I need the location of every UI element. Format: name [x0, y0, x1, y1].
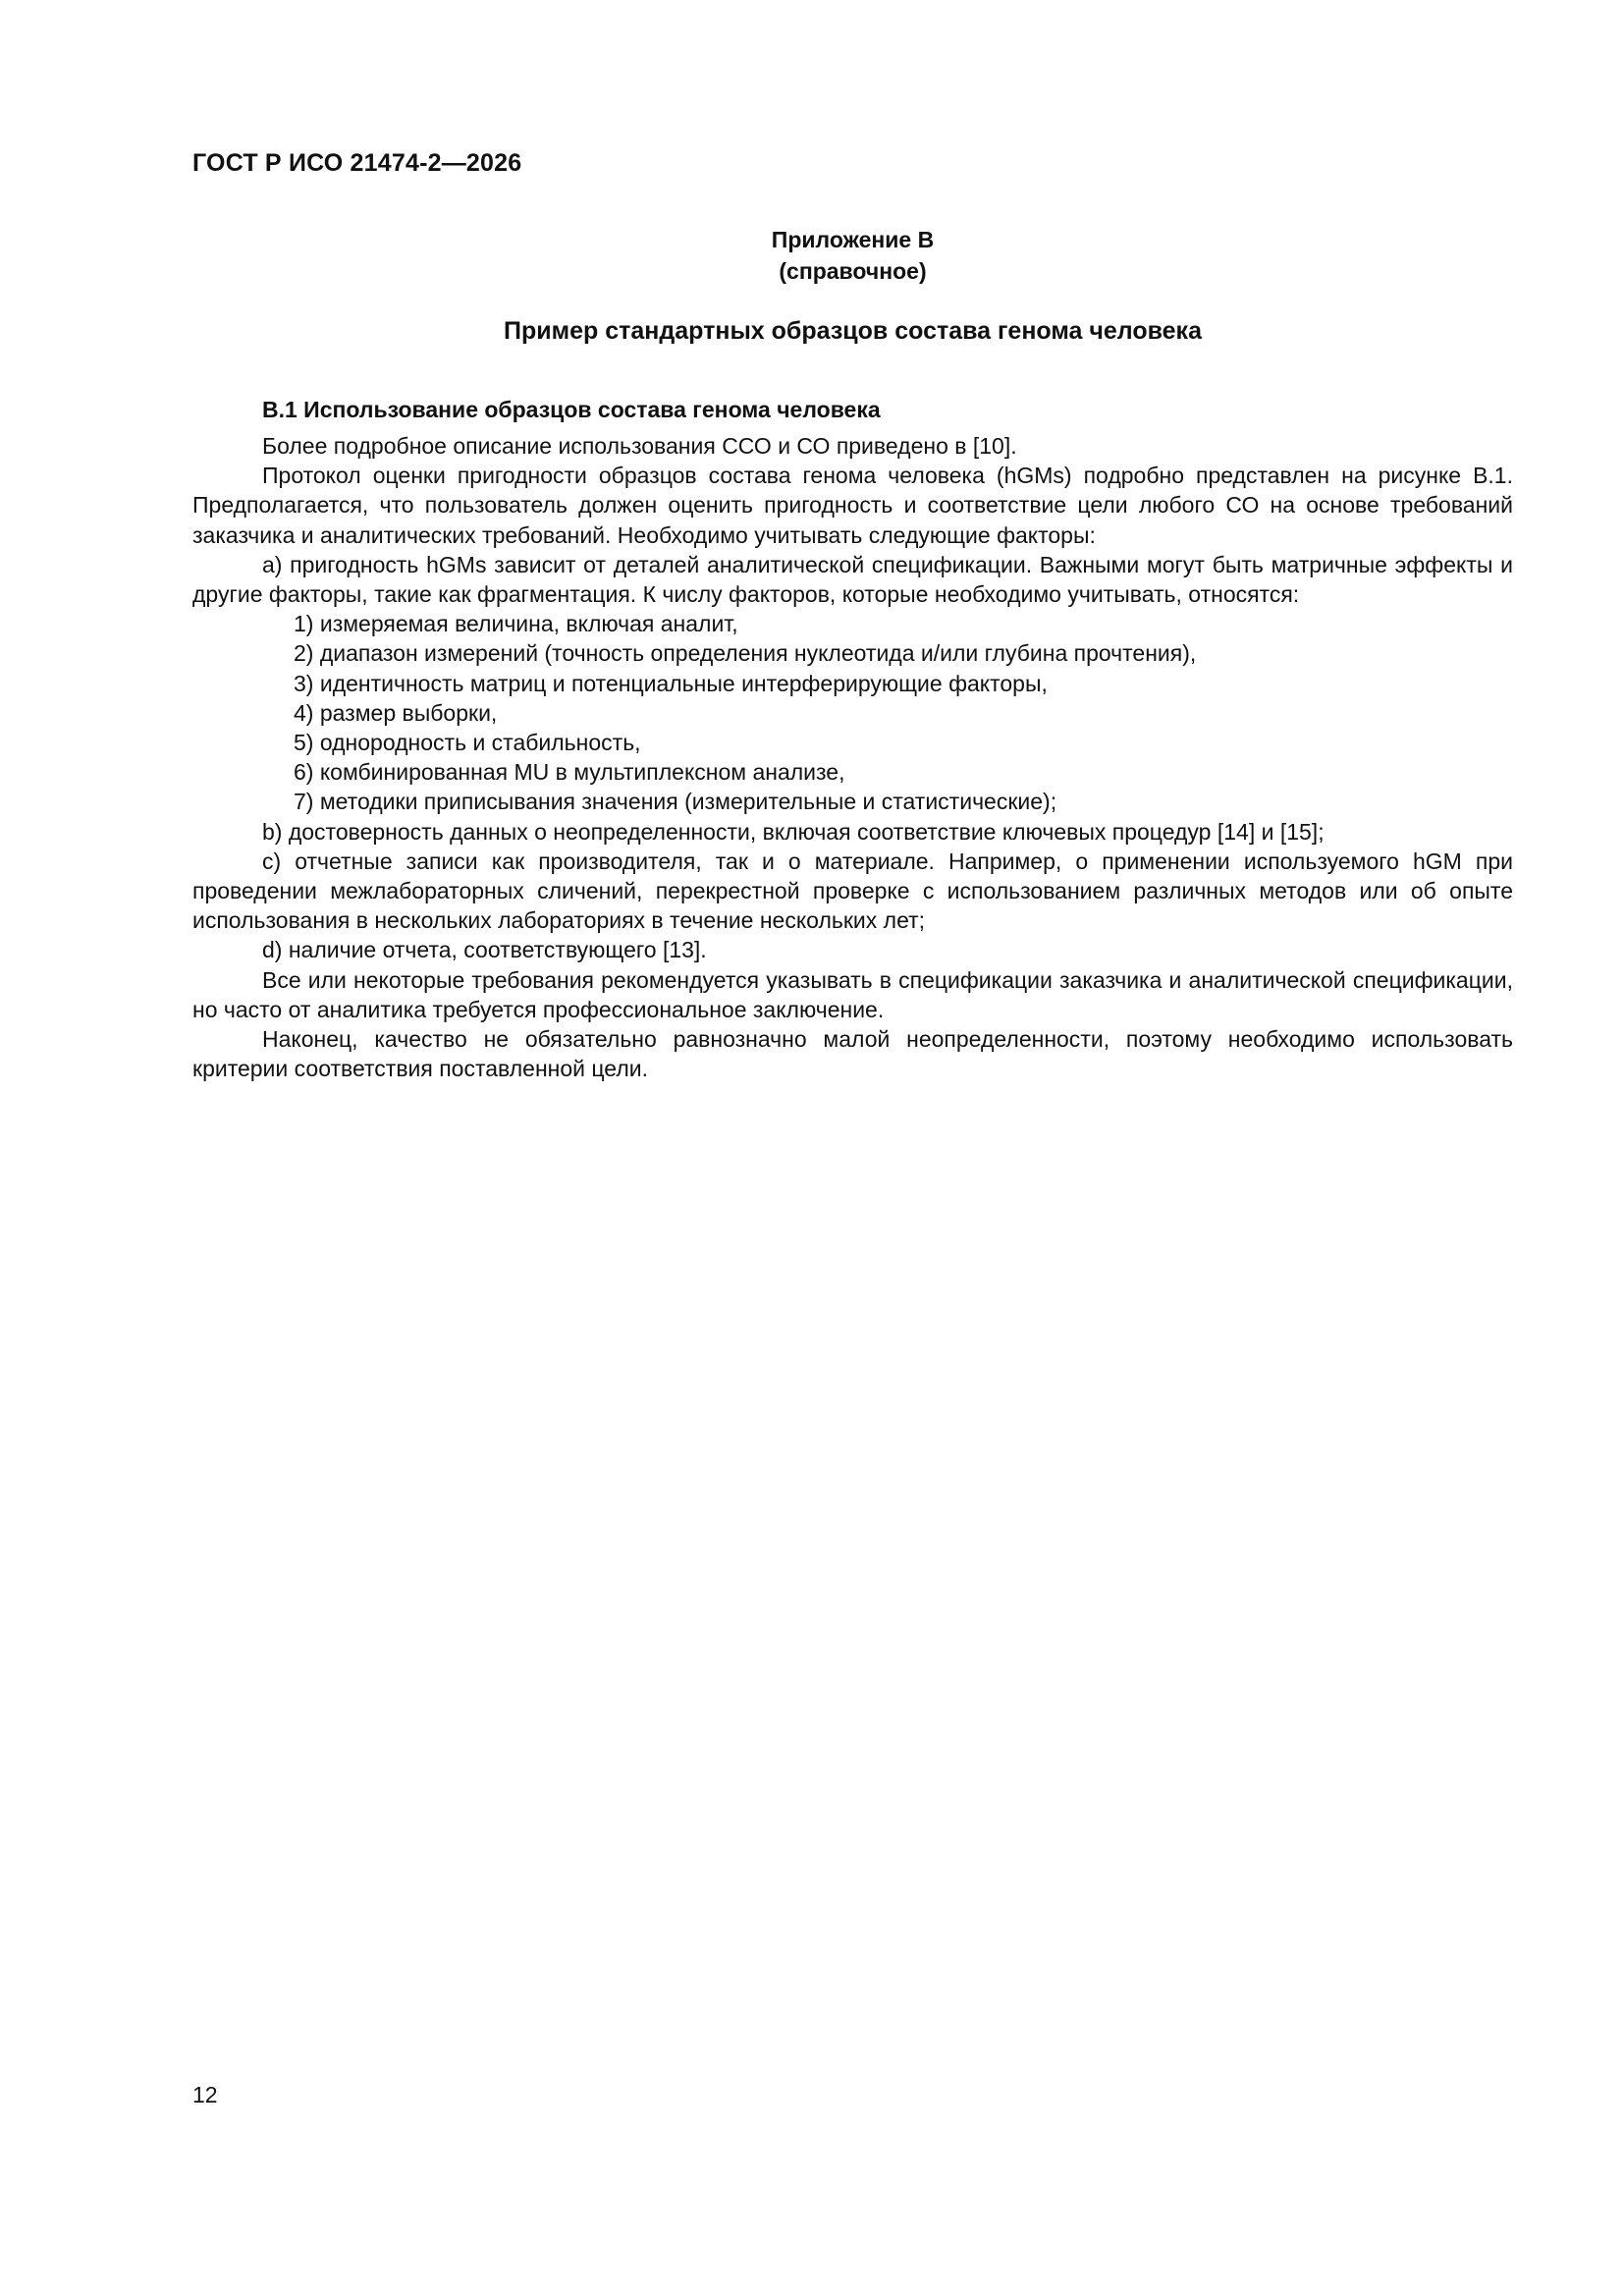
annex-title: Пример стандартных образцов состава генома человека — [504, 317, 1202, 345]
factor-item: 5) однородность и стабильность, — [294, 730, 641, 756]
annex-label: Приложение В — [771, 227, 935, 252]
section-heading: В.1 Использование образцов состава генома человека — [262, 397, 881, 422]
annex-status: (справочное) — [779, 258, 927, 284]
section-body — [192, 431, 1513, 1083]
factor-item: 2) диапазон измерений (точность определения нуклеотида и/или глубина прочтения), — [294, 640, 1197, 667]
annex-heading — [192, 224, 1513, 287]
paragraph: d) наличие отчета, соответствующего [13]. — [262, 937, 707, 963]
paragraph: b) достоверность данных о неопределенности, включая соответствие ключевых процедур [14] и [15]; — [262, 818, 1325, 845]
document-code: ГОСТ Р ИСО 21474-2—2026 — [192, 149, 522, 177]
factor-item: 7) методики приписывания значения (измерительные и статистические); — [294, 789, 1057, 815]
factor-item: 4) размер выборки, — [294, 699, 498, 726]
paragraph: Протокол оценки пригодности образцов состава генома человека (hGMs) подробно представлен на рисунке В.1. Предполагается, что пользователь должен оценить пригодность и соответствие цели любого СО на основе требований заказчика и аналитических требований. Необходимо учитывать следующие факторы: — [192, 463, 1513, 548]
paragraph: Все или некоторые требования рекомендуется указывать в спецификации заказчика и аналитической спецификации, но часто от аналитика требуется профессиональное заключение. — [192, 966, 1513, 1022]
paragraph: Более подробное описание использования ССО и СО приведено в [10]. — [262, 433, 1017, 459]
factor-item: 1) измеряемая величина, включая аналит, — [294, 611, 738, 637]
paragraph: Наконец, качество не обязательно равнозначно малой неопределенности, поэтому необходимо использовать критерии соответствия поставленной цели. — [192, 1026, 1513, 1082]
factor-item: 6) комбинированная MU в мультиплексном анализе, — [294, 759, 845, 786]
factor-item: 3) идентичность матриц и потенциальные интерферирующие факторы, — [294, 670, 1048, 696]
paragraph: c) отчетные записи как производителя, так и о материале. Например, о применении используемого hGM при проведении межлабораторных сличений, перекрестной проверке с использованием различных методов или об опыте использования в нескольких лабораториях в течение нескольких лет; — [192, 847, 1513, 934]
page-number: 12 — [192, 2082, 218, 2107]
paragraph: a) пригодность hGMs зависит от деталей аналитической спецификации. Важными могут быть матричные эффекты и другие факторы, такие как фрагментация. К числу факторов, которые необходимо учитывать, относятся: — [192, 551, 1513, 608]
